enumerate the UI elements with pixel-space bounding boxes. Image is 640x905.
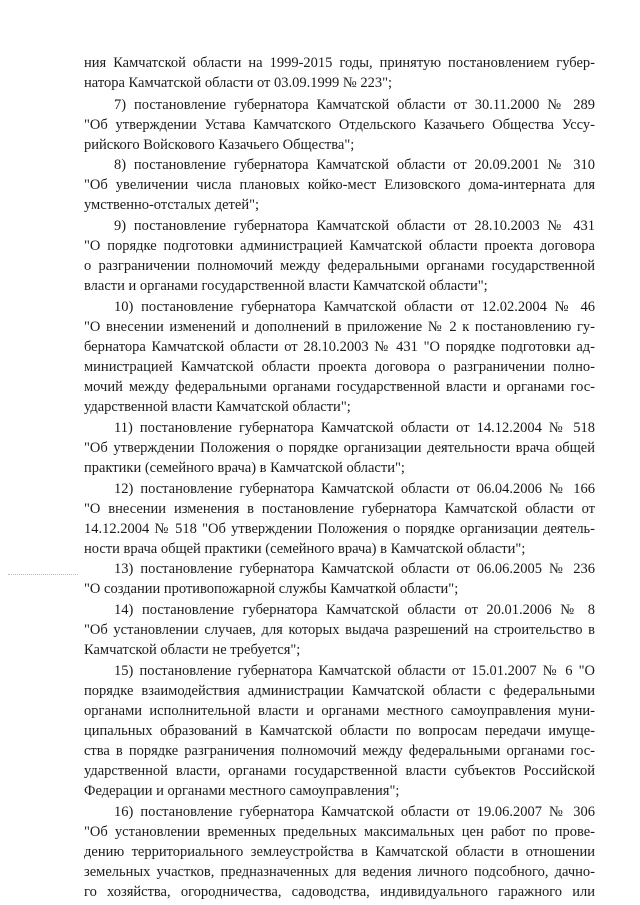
text-line: ударственной власти, органами государственной власти субъектов Российской [84, 763, 595, 779]
text-line: 7) постановление губернатора Камчатской области от 30.11.2000 № 289 [114, 97, 595, 113]
text-line: "Об увеличении числа плановых койко-мест Елизовского дома-интерната для [84, 177, 595, 193]
text-line: 14) постановление губернатора Камчатской области от 20.01.2006 № 8 [114, 602, 595, 618]
text-line: практики (семейного врача) в Камчатской области"; [84, 460, 405, 476]
text-line: 9) постановление губернатора Камчатской области от 28.10.2003 № 431 [114, 218, 595, 234]
text-line: власти и органами государственной власти Камчатской области"; [84, 278, 488, 294]
text-line: натора Камчатской области от 03.09.1999 № 223"; [84, 75, 393, 91]
text-line: о разграничении полномочий между федеральными органами государственной [84, 258, 595, 274]
text-line: го хозяйства, огородничества, садоводства, индивидуального гаражного или [84, 884, 595, 900]
text-line: Федерации и органами местного самоуправления"; [84, 783, 400, 799]
scan-artifact-line [8, 574, 78, 576]
text-line: порядке взаимодействия администрации Камчатской области с федеральными [84, 683, 595, 699]
text-line: ципальных образований в Камчатской области по вопросам передачи имуще- [84, 723, 595, 739]
text-line: "О порядке подготовки администрацией Камчатской области проекта договора [84, 238, 595, 254]
text-line: 13) постановление губернатора Камчатской области от 06.06.2005 № 236 [114, 561, 595, 577]
text-line: Камчатской области не требуется"; [84, 642, 301, 658]
text-line: "Об установлении случаев, для которых выдача разрешений на строительство в [84, 622, 595, 638]
text-line: "О внесении изменений и дополнений в приложение № 2 к постановлению гу- [84, 319, 595, 335]
text-line: ударственной власти Камчатской области"; [84, 399, 351, 415]
text-line: ства в порядке разграничения полномочий между федеральными органами гос- [84, 743, 595, 759]
text-line: ности врача общей практики (семейного врача) в Камчатской области"; [84, 541, 526, 557]
text-line: 10) постановление губернатора Камчатской области от 12.02.2004 № 46 [114, 299, 595, 315]
text-line: ния Камчатской области на 1999-2015 годы, принятую постановлением губер- [84, 55, 595, 71]
text-line: умственно-отсталых детей"; [84, 197, 260, 213]
text-line: органами исполнительной власти и органами местного самоуправления муни- [84, 703, 595, 719]
text-line: рийского Войскового Казачьего Общества"; [84, 137, 355, 153]
text-line: 11) постановление губернатора Камчатской области от 14.12.2004 № 518 [114, 420, 595, 436]
text-line: "О внесении изменения в постановление губернатора Камчатской области от [84, 501, 595, 517]
text-line: министрацией Камчатской области проекта договора о разграничении полно- [84, 359, 595, 375]
text-line: земельных участков, предназначенных для ведения личного подсобного, дачно- [84, 864, 595, 880]
text-line: 15) постановление губернатора Камчатской области от 15.01.2007 № 6 "О [114, 663, 595, 679]
text-line: дению территориального землеустройства в Камчатской области в отношении [84, 844, 595, 860]
text-line: "Об утверждении Устава Камчатского Отдельского Казачьего Общества Уссу- [84, 117, 595, 133]
text-line: 16) постановление губернатора Камчатской области от 19.06.2007 № 306 [114, 804, 595, 820]
text-line: 14.12.2004 № 518 "Об утверждении Положения о порядке организации деятель- [84, 521, 595, 537]
text-line: 8) постановление губернатора Камчатской области от 20.09.2001 № 310 [114, 157, 595, 173]
text-line: "Об утверждении Положения о порядке организации деятельности врача общей [84, 440, 595, 456]
text-line: 12) постановление губернатора Камчатской области от 06.04.2006 № 166 [114, 481, 595, 497]
text-line: бернатора Камчатской области от 28.10.2003 № 431 "О порядке подготовки ад- [84, 339, 595, 355]
text-line: мочий между федеральными органами государственной власти и органами гос- [84, 379, 595, 395]
text-line: "О создании противопожарной службы Камчаткой области"; [84, 581, 459, 597]
text-line: "Об установлении временных предельных максимальных цен работ по прове- [84, 824, 595, 840]
